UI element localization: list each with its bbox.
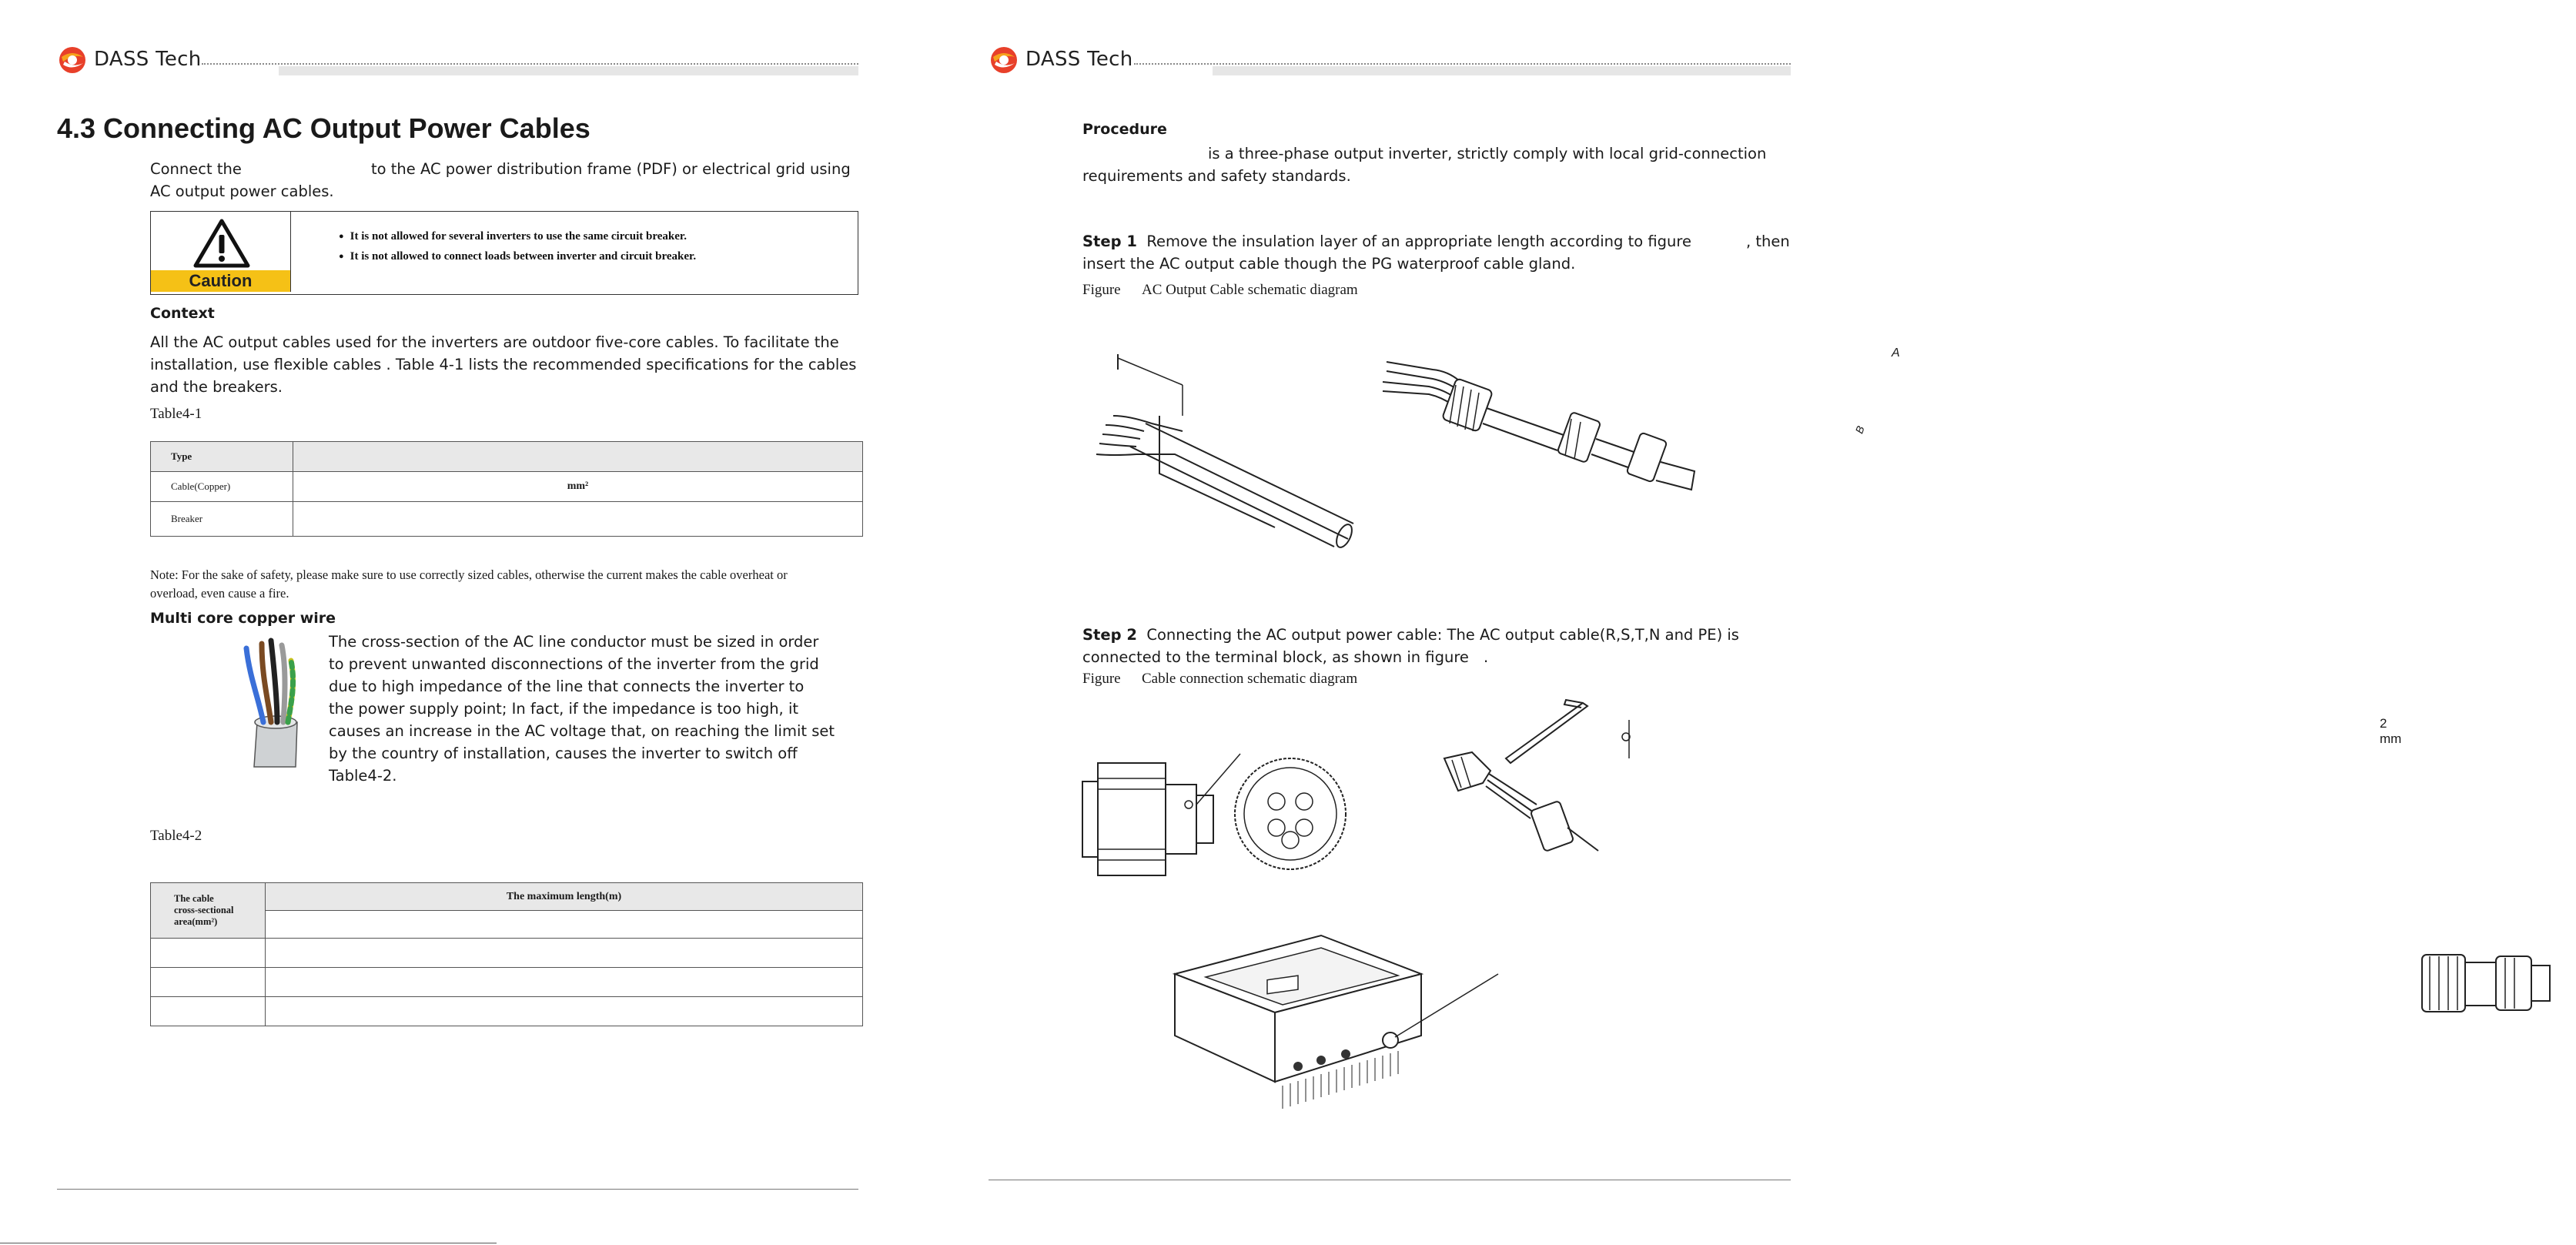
- table1-caption: Table4-1: [150, 406, 202, 422]
- left-page: [0, 0, 917, 1245]
- step2-line-2b: .: [1484, 648, 1489, 666]
- table1-row1-type: Cable(Copper): [151, 472, 293, 502]
- header-bar: [1213, 66, 1791, 75]
- step1-line-1: [1082, 230, 1691, 253]
- table1-row1-spec: mm²: [293, 472, 863, 502]
- fig1-label-b: B: [1852, 423, 1867, 436]
- caution-label: Caution: [151, 270, 290, 292]
- warning-triangle-icon: [192, 218, 251, 269]
- multi-core-line-1: The cross-section of the AC line conductor must be sized in order: [329, 633, 819, 651]
- step1-text: Remove the insulation layer of an appropriate length according to figure: [1146, 233, 1691, 250]
- footer-rule: [57, 1189, 858, 1190]
- fig1-label-a: A: [1892, 346, 1900, 360]
- table1-header-spec: [293, 442, 863, 472]
- table2-cell: [151, 968, 266, 997]
- caution-bullet-2: ● It is not allowed to connect loads between inverter and circuit breaker.: [339, 250, 696, 263]
- procedure-line-1: is a three-phase output inverter, strictly comply with local grid-connection: [1208, 145, 1767, 162]
- fig2-dimension: 2 mm: [2380, 716, 2402, 746]
- header-rule: [1134, 63, 1791, 65]
- table2-cell: [266, 968, 863, 997]
- brand-name: DASS Tech: [94, 48, 202, 71]
- table2-caption: Table4-2: [150, 828, 202, 844]
- table2-cell: [266, 939, 863, 968]
- step1-label: Step 1: [1082, 233, 1137, 250]
- step1-line-1-end: , then: [1746, 233, 1790, 250]
- context-line-3: and the breakers.: [150, 378, 283, 396]
- context-line-2: installation, use flexible cables . Table 4-1 lists the recommended specifications for the cables: [150, 356, 857, 373]
- right-page: [917, 0, 2402, 1245]
- procedure-line-2: requirements and safety standards.: [1082, 167, 1351, 185]
- table2-header-area-line-3: area(mm²): [174, 916, 218, 927]
- multi-core-line-7: Table4-2.: [329, 767, 397, 785]
- table2-header-area-line-2: cross-sectional: [174, 905, 234, 915]
- table2-cell: [266, 997, 863, 1026]
- intro-line-2: AC output power cables.: [150, 182, 334, 200]
- context-line-1: All the AC output cables used for the inverters are outdoor five-core cables. To facilitate the: [150, 333, 839, 351]
- terminal-block-diagram: [1082, 751, 1337, 882]
- table2-header-length: The maximum length(m): [266, 883, 863, 911]
- caution-bullet-1: ● It is not allowed for several inverters to use the same circuit breaker.: [339, 230, 687, 243]
- figure1-caption: AC Output Cable schematic diagram: [1142, 282, 1358, 298]
- step1-line-2: insert the AC output cable though the PG waterproof cable gland.: [1082, 255, 1576, 273]
- table2-cell: [266, 911, 863, 939]
- step2-text: Connecting the AC output power cable: The AC output cable(R,S,T,N and PE) is: [1146, 626, 1739, 644]
- header-rule: [202, 63, 858, 65]
- multi-core-line-4: the power supply point; In fact, if the impedance is too high, it: [329, 700, 799, 718]
- table2-header-area: [151, 883, 266, 939]
- step2-label: Step 2: [1082, 626, 1137, 644]
- table2-cell: [151, 997, 266, 1026]
- multi-core-line-6: by the country of installation, causes the inverter to switch off: [329, 745, 798, 762]
- safety-note-line-1: Note: For the sake of safety, please make sure to use correctly sized cables, otherwise the current makes the cable overheat or: [150, 567, 788, 582]
- table-max-length: [150, 882, 863, 1026]
- dass-logo-icon: [989, 45, 1019, 75]
- multi-core-heading: Multi core copper wire: [150, 610, 336, 627]
- step2-line-2a: connected to the terminal block, as shown in figure: [1082, 648, 1469, 666]
- intro-end: to the AC power distribution frame (PDF) or electrical grid using: [371, 160, 851, 178]
- figure2-label: Figure: [1082, 671, 1121, 687]
- figure2-caption: Cable connection schematic diagram: [1142, 671, 1358, 687]
- table2-header-area-line-1: The cable: [174, 893, 214, 904]
- table1-header-type: Type: [151, 442, 293, 472]
- header-bar: [279, 66, 858, 75]
- intro-start: Connect the: [150, 160, 242, 178]
- stripped-cable-diagram: [1082, 339, 1337, 531]
- table2-cell: [151, 939, 266, 968]
- inverter-diagram: [1167, 928, 1521, 1120]
- step2-line-1: [1082, 624, 1791, 646]
- multi-core-cable-illustration: [231, 638, 316, 768]
- caution-box: [150, 211, 858, 295]
- safety-note-line-2: overload, even cause a fire.: [150, 586, 289, 601]
- section-title: 4.3 Connecting AC Output Power Cables: [57, 112, 590, 144]
- figure1-label: Figure: [1082, 282, 1121, 298]
- multi-core-line-5: causes an increase in the AC voltage that, on reaching the limit set: [329, 722, 835, 740]
- multi-core-line-2: to prevent unwanted disconnections of the inverter from the grid: [329, 655, 819, 673]
- table-cable-spec: [150, 441, 863, 537]
- table1-row2-type: Breaker: [151, 502, 293, 537]
- multi-core-line-3: due to high impedance of the line that connects the inverter to: [329, 678, 805, 695]
- cable-gland-diagram: [1387, 339, 1710, 500]
- context-heading: Context: [150, 305, 215, 322]
- ac-connector-diagram: [2422, 947, 2576, 1024]
- procedure-heading: Procedure: [1082, 121, 1167, 138]
- dass-logo-icon: [57, 45, 88, 75]
- caution-icon-cell: [151, 212, 291, 292]
- allen-key-diagram: [1444, 697, 1698, 874]
- brand-name: DASS Tech: [1025, 48, 1133, 71]
- table1-row2-spec: [293, 502, 863, 537]
